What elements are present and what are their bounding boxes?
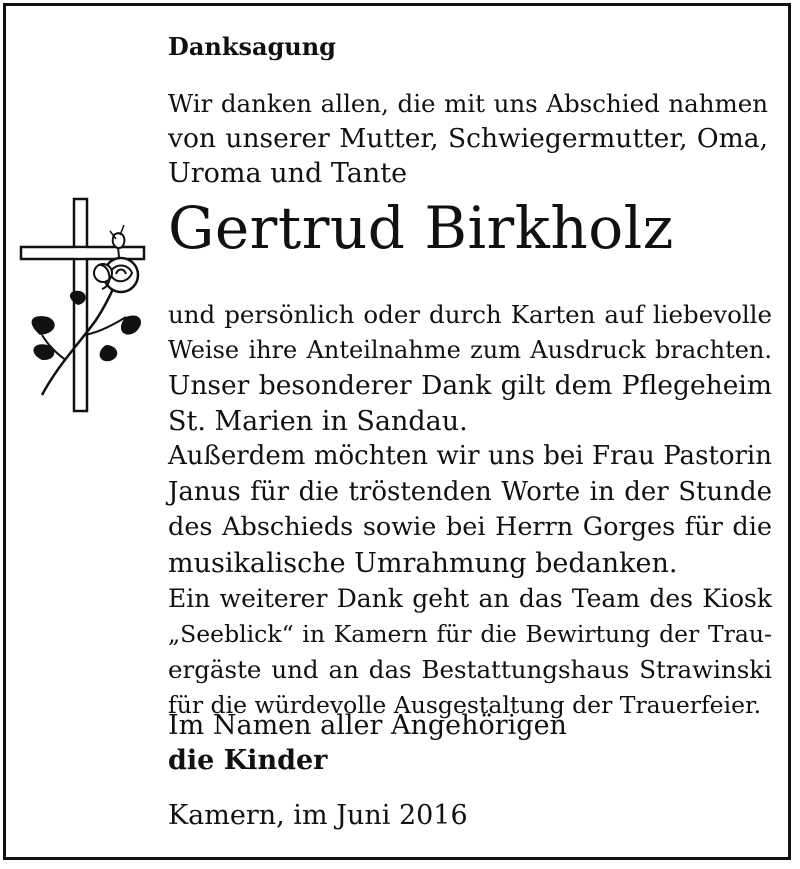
body-line: Außerdem möchten wir uns bei Frau Pastorin (168, 441, 772, 471)
cross-with-rose-icon (18, 195, 158, 420)
body-line: Unser besonderer Dank gilt dem Pflegeheim (168, 370, 772, 401)
body-line: „Seeblick“ in Kamern für die Bewirtung der Trau- (168, 619, 772, 648)
body-line: für die würdevolle Ausgestaltung der Trauerfeier. (168, 690, 762, 719)
signature-line: Im Namen aller Angehörigen (168, 710, 567, 741)
intro-line: von unserer Mutter, Schwiegermutter, Oma, (168, 123, 768, 154)
signature-name: die Kinder (168, 745, 328, 776)
intro-text (168, 86, 768, 191)
body-line: Ein weiterer Dank geht an das Team des Kiosk (168, 584, 772, 613)
body-line: und persönlich oder durch Karten auf liebevolle (168, 300, 772, 329)
body-line: ergäste und an das Bestattungshaus Strawinski (168, 655, 772, 684)
body-line: musikalische Umrahmung bedanken. (168, 547, 678, 579)
intro-line: Uroma und Tante (168, 158, 408, 189)
body-line: des Abschieds sowie bei Herrn Gorges für die (168, 512, 772, 542)
body-line: Weise ihre Anteilnahme zum Ausdruck brachten. (168, 335, 772, 364)
place-date: Kamern, im Juni 2016 (168, 800, 468, 831)
deceased-name: Gertrud Birkholz (168, 194, 674, 262)
body-line: Janus für die tröstenden Worte in der Stunde (168, 476, 772, 507)
body-line: St. Marien in Sandau. (168, 405, 468, 437)
body-text (168, 297, 772, 723)
intro-line: Wir danken allen, die mit uns Abschied nahmen (168, 89, 768, 118)
notice-heading: Danksagung (168, 32, 336, 61)
signature-block (168, 708, 567, 778)
